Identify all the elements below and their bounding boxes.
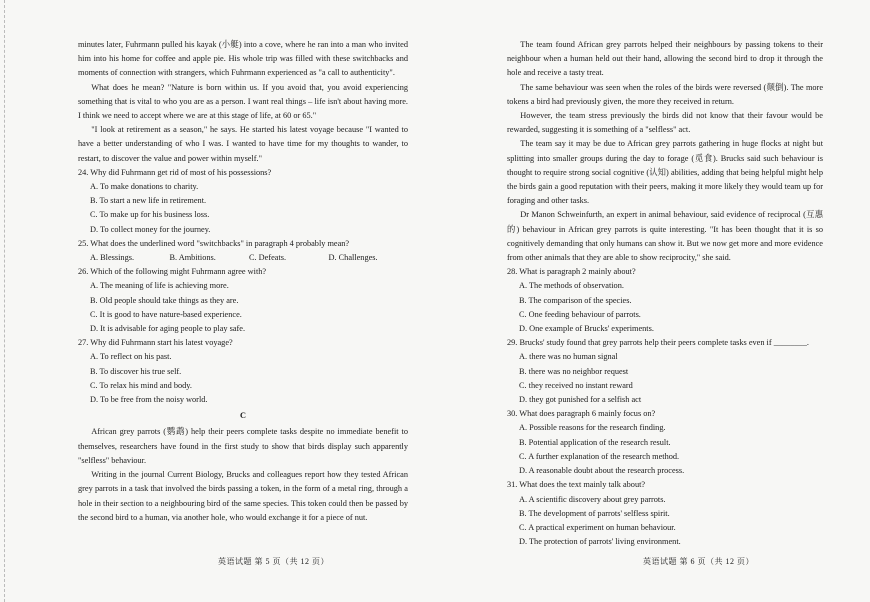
option: C. A practical experiment on human behaviour. <box>519 522 676 532</box>
option: D. A reasonable doubt about the research process. <box>519 466 685 476</box>
page-footer: 英语试题 第 6 页（共 12 页） <box>643 557 754 566</box>
right-page <box>507 38 823 549</box>
option: A. Possible reasons for the research finding. <box>519 423 666 433</box>
option-row <box>90 251 408 265</box>
question-27: 27. Why did Fuhrmann start his latest voyage? <box>78 338 233 348</box>
option: B. Ambitions. <box>169 253 216 263</box>
option: B. To discover his true self. <box>90 366 182 376</box>
option: D. The protection of parrots' living environment. <box>519 537 681 547</box>
option: B. The development of parrots' selfless spirit. <box>519 508 670 518</box>
left-page <box>78 38 408 525</box>
section-heading: C <box>240 411 246 421</box>
option: C. It is good to have nature-based experience. <box>90 309 242 319</box>
option: D. Challenges. <box>328 253 378 263</box>
paragraph: minutes later, Fuhrmann pulled his kayak (小艇) into a cove, where he ran into a man who invited him into his home for coffee and apple pie. His whole trip was filled with these switchbacks and moments of connection with strangers, which Fuhrmann experienced as "a call to authenticity". <box>78 40 408 78</box>
option: B. Potential application of the research result. <box>519 437 671 447</box>
page-footer: 英语试题 第 5 页（共 12 页） <box>218 557 329 566</box>
option: A. A scientific discovery about grey parrots. <box>519 494 666 504</box>
paragraph: However, the team stress previously the birds did not know that their favour would be rewarded, suggesting it is something of a "selfless" act. <box>507 111 823 135</box>
option: D. To collect money for the journey. <box>90 224 211 234</box>
option: C. One feeding behaviour of parrots. <box>519 309 641 319</box>
paragraph: What does he mean? "Nature is born within us. If you avoid that, you avoid experiencing something that is vital to who you are as a person. I want real things – life isn't about having more. I think we need to accept where we are at this stage of life, at 60 or 65." <box>78 82 408 121</box>
option: C. they received no instant reward <box>519 380 633 390</box>
option: D. One example of Brucks' experiments. <box>519 324 654 334</box>
paragraph: Dr Manon Schweinfurth, an expert in animal behaviour, said evidence of reciprocal (互惠的) behaviour in African grey parrots is quite interesting. "It has been thought that it is so cognitively demanding that only humans can show it. But we now get more and more evidence from other animals that they are able to show reciprocity," she said. <box>507 210 823 263</box>
option: D. It is advisable for aging people to play safe. <box>90 324 246 334</box>
option: C. Defeats. <box>249 253 287 263</box>
paragraph: The team found African grey parrots helped their neighbours by passing tokens to their neighbour when a human held out their hand, allowing the second bird to drop it through the hole and receive a tasty treat. <box>507 40 823 78</box>
question-25: 25. What does the underlined word "switchbacks" in paragraph 4 probably mean? <box>78 238 350 248</box>
paragraph: "I look at retirement as a season," he says. He started his latest voyage because "I wanted to have a better understanding of who I was. I wanted to have time for my thoughts to wander, to restart, to discover the value and power within myself." <box>78 125 408 163</box>
question-31: 31. What does the text mainly talk about? <box>507 480 646 490</box>
option: B. Old people should take things as they are. <box>90 295 239 305</box>
option: D. To be free from the noisy world. <box>90 395 208 405</box>
option: A. The meaning of life is achieving more. <box>90 281 229 291</box>
option: A. The methods of observation. <box>519 281 624 291</box>
option: B. The comparison of the species. <box>519 295 632 305</box>
paragraph: Writing in the journal Current Biology, Brucks and colleagues report how they tested African grey parrots in a task that involved the birds passing a token, in the form of a metal ring, through a hole in their section to a neighbouring bird of the same species. This token could then be passed by the second bird to a human, via another hole, who would exchange it for a piece of nut. <box>78 470 408 522</box>
question-24: 24. Why did Fuhrmann get rid of most of his possessions? <box>78 167 272 177</box>
binding-line <box>4 0 6 602</box>
option: C. To make up for his business loss. <box>90 210 210 220</box>
option: B. there was no neighbor request <box>519 366 629 376</box>
option: A. there was no human signal <box>519 352 618 362</box>
paragraph: The same behaviour was seen when the roles of the birds were reversed (颠倒). The more tokens a bird had previously given, the more they received in return. <box>507 82 823 106</box>
question-26: 26. Which of the following might Fuhrmann agree with? <box>78 267 267 277</box>
option: A. To reflect on his past. <box>90 352 172 362</box>
option: C. A further explanation of the research method. <box>519 451 680 461</box>
question-28: 28. What is paragraph 2 mainly about? <box>507 267 636 277</box>
option: D. they got punished for a selfish act <box>519 395 642 405</box>
option: B. To start a new life in retirement. <box>90 196 207 206</box>
question-29: 29. Brucks' study found that grey parrots help their peers complete tasks even if ________. <box>507 338 809 348</box>
option: A. Blessings. <box>90 253 135 263</box>
option: A. To make donations to charity. <box>90 182 199 192</box>
question-30: 30. What does paragraph 6 mainly focus on? <box>507 409 656 419</box>
option: C. To relax his mind and body. <box>90 380 192 390</box>
paragraph: African grey parrots (鹦鹉) help their peers complete tasks despite no immediate benefit to themselves, researchers have found in the first study to show that birds display such apparently "selfless" behaviour. <box>78 427 408 465</box>
paragraph: The team say it may be due to African grey parrots gathering in huge flocks at night but splitting into smaller groups during the day to forage (觅食). Brucks said such behaviour is thought to require strong social cognitive (认知) abilities, adding that being helpful might help the birds gain a good reputation with their peers, making it more likely they would team up for foraging and other tasks. <box>507 139 823 206</box>
